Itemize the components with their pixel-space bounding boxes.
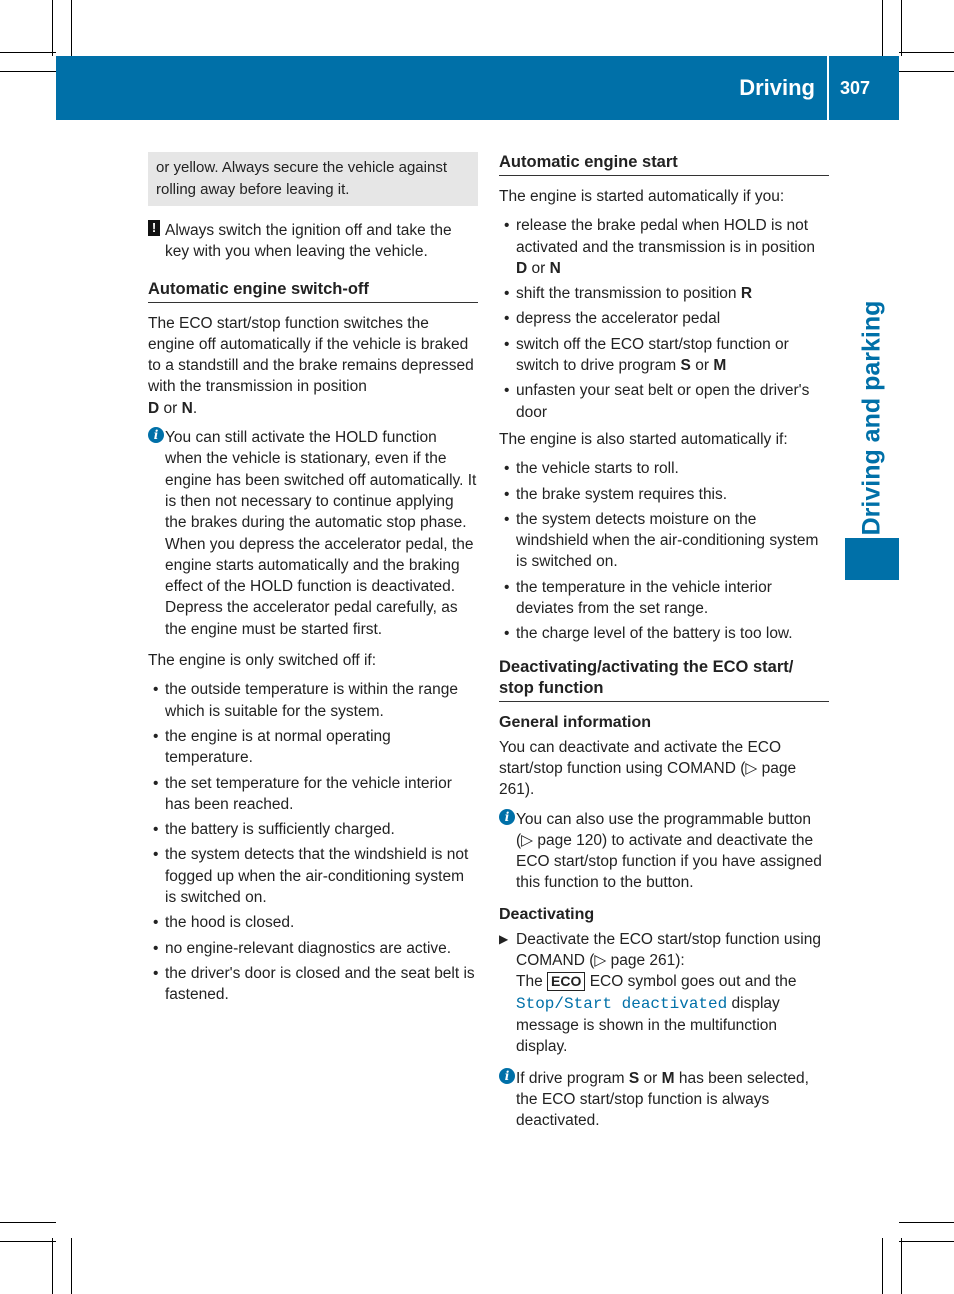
list-item: • the system detects that the windshield is not fogged up when the air-conditioning system is switched on. xyxy=(153,846,469,907)
side-tab-marker xyxy=(845,538,899,580)
warning-box: or yellow. Always secure the vehicle against rolling away before leaving it. xyxy=(148,152,478,206)
page-number: 307 xyxy=(840,78,871,98)
engine-start-heading: Automatic engine start xyxy=(499,152,829,176)
switch-off-text: The ECO start/stop function switches the engine off automatically if the vehicle is braked to a standstill and the brake remains depressed with the transmission in position xyxy=(148,314,474,396)
also-list xyxy=(499,458,829,644)
start-list xyxy=(499,215,829,423)
display-message: Stop/Start deactivated xyxy=(516,994,728,1013)
list-item: • the charge level of the battery is too low. xyxy=(504,625,793,643)
crop-mark xyxy=(0,52,56,53)
list-item: • the driver's door is closed and the seat belt is fastened. xyxy=(153,964,475,1004)
left-column xyxy=(148,152,478,1012)
crop-mark xyxy=(901,0,902,56)
right-column xyxy=(499,152,829,1141)
crop-mark xyxy=(899,1222,954,1223)
section-title: Driving xyxy=(739,75,815,100)
exclamation-icon: ! xyxy=(148,220,160,236)
only-off-list xyxy=(148,679,478,1005)
crop-mark xyxy=(899,1241,954,1242)
list-item: • the vehicle starts to roll. xyxy=(504,460,679,478)
switch-off-paragraph xyxy=(148,313,478,419)
switch-off-heading: Automatic engine switch-off xyxy=(148,279,478,303)
start-intro: The engine is started automatically if you: xyxy=(499,188,785,205)
side-tab-label: Driving and parking xyxy=(857,300,886,536)
eco-button-icon: ECO xyxy=(547,972,585,991)
list-item: • the temperature in the vehicle interior deviates from the set range. xyxy=(504,578,772,618)
crop-mark xyxy=(71,0,72,56)
info-icon: i xyxy=(499,1068,515,1084)
crop-mark xyxy=(0,71,56,72)
list-item: • the battery is sufficiently charged. xyxy=(153,821,395,839)
crop-mark xyxy=(52,0,53,56)
crop-mark xyxy=(899,71,954,72)
general-info-heading: General information xyxy=(499,713,652,731)
list-item: • the set temperature for the vehicle interior has been reached. xyxy=(153,774,452,813)
crop-mark xyxy=(901,1238,902,1294)
general-info-text: You can deactivate and activate the ECO start/stop function using COMAND (▷ page 261). xyxy=(499,738,797,799)
or-word: or xyxy=(163,399,178,417)
also-intro: The engine is also started automatically if: xyxy=(499,430,788,448)
position-d: D xyxy=(148,399,160,417)
list-item: • switch off the ECO start/stop function or switch to drive program S or M xyxy=(504,335,789,375)
list-item: • the brake system requires this. xyxy=(504,485,728,503)
header-divider xyxy=(827,56,829,120)
only-off-intro: The engine is only switched off if: xyxy=(148,652,377,670)
step-text: Deactivate the ECO start/stop function using COMAND (▷ page 261): xyxy=(516,930,821,970)
list-item: • the hood is closed. xyxy=(153,914,295,932)
list-item: • shift the transmission to position R xyxy=(504,285,753,303)
crop-mark xyxy=(71,1238,72,1294)
deactivate-step: ▶ Deactivate the ECO start/stop function using COMAND (▷ page 261): The ECO ECO symbol goes out and the Stop/Start deactivated display message is shown in the multifunction display. xyxy=(499,930,821,1056)
list-item: • no engine-relevant diagnostics are active. xyxy=(153,939,452,957)
info-icon: i xyxy=(499,809,515,825)
list-item: • the outside temperature is within the range which is suitable for the system. xyxy=(153,681,458,720)
crop-mark xyxy=(52,1238,53,1294)
period: . xyxy=(192,399,198,417)
deactivating-heading: Deactivating xyxy=(499,905,595,923)
list-item: • depress the accelerator pedal xyxy=(504,310,721,328)
list-item: • unfasten your seat belt or open the driver's door xyxy=(504,382,810,421)
deactivating-activating-heading: Deactivating/activating the ECO start/ stop function xyxy=(499,657,829,702)
list-item: • the engine is at normal operating temperature. xyxy=(153,727,391,767)
crop-mark xyxy=(882,0,883,56)
info-note xyxy=(499,809,829,894)
crop-mark xyxy=(0,1241,56,1242)
crop-mark xyxy=(899,52,954,53)
warning-note xyxy=(148,220,478,263)
info-note: i If drive program S or M has been selected, the ECO start/stop function is always deactivated. xyxy=(499,1068,829,1132)
warning-note-text: Always switch the ignition off and take the key with you when leaving the vehicle. xyxy=(165,222,452,261)
info-note-text: You can still activate the HOLD function when the vehicle is stationary, even if the engine has been switched off automatically. It is then not necessary to continue applying the brakes during the automatic stop phase. When you depress the accelerator pedal, the engine starts automatically and the braking effect of the HOLD function is deactivated. Depress the accelerator pedal carefully, as the engine must be started first. xyxy=(165,429,477,638)
step-arrow-icon: ▶ xyxy=(499,931,509,946)
list-item: • release the brake pedal when HOLD is not activated and the transmission is in position D or N xyxy=(504,217,815,277)
page-header xyxy=(56,56,899,120)
info-note-text: You can also use the programmable button (▷ page 120) to activate and deactivate the ECO start/stop function if you have assigned this function to the button. xyxy=(516,810,822,892)
crop-mark xyxy=(882,1238,883,1294)
info-icon: i xyxy=(148,427,164,443)
position-n: N xyxy=(181,399,193,417)
info-note xyxy=(148,427,478,640)
list-item: • the system detects moisture on the windshield when the air-conditioning system is switched on. xyxy=(504,510,819,571)
crop-mark xyxy=(0,1222,56,1223)
